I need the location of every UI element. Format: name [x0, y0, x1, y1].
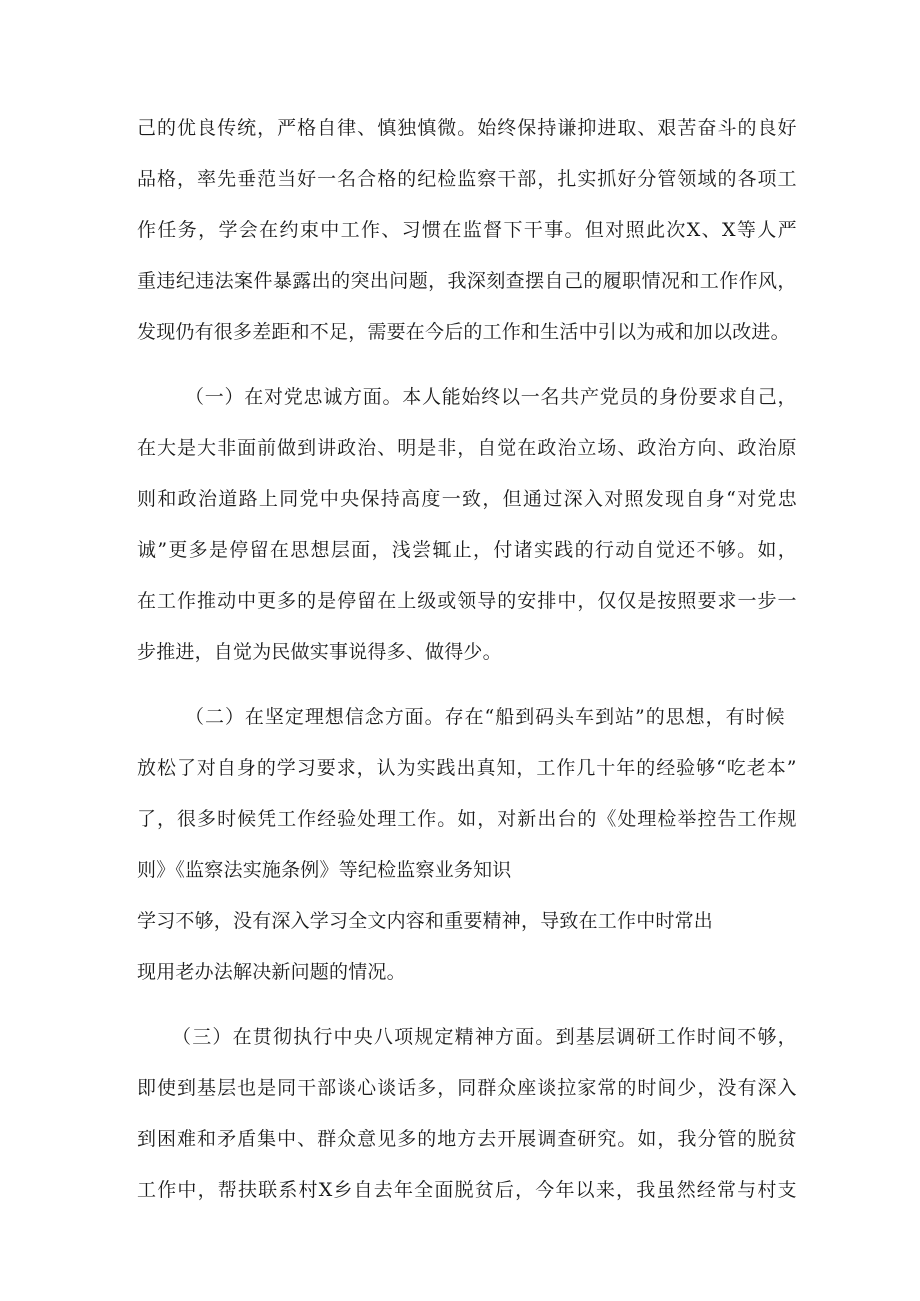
- paragraph-1-line-4: 在 工 作 推 动 中 更 多 的 是 停 留 在 上 级 或 领 导 的 安 排 中 ， 仅 仅 是 按 照 要 求 一 步 一: [137, 590, 797, 612]
- paragraph-2-line-1: 放 松 了 对 自 身 的 学 习 要 求 ， 认 为 实 践 出 真 知 ， 工 作 几 十 年 的 经 验 够 “ 吃 老 本 ”: [137, 757, 797, 779]
- paragraph-0-line-2: 作 任 务 ， 学 会 在 约 束 中 工 作 、 习 惯 在 监 督 下 干 事 。 但 对 照 此 次 X 、 X 等 人 严: [137, 219, 797, 241]
- paragraph-1-line-3: 诚 ” 更 多 是 停 留 在 思 想 层 面 ， 浅 尝 辄 止 ， 付 诸 实 践 的 行 动 自 觉 还 不 够 。 如 ，: [137, 539, 797, 561]
- paragraph-0-line-4: 发现仍有很多差距和不足，需要在今后的工作和生活中引以为戒和加以改进。: [137, 321, 790, 343]
- paragraph-1-line-1: 在 大 是 大 非 面 前 做 到 讲 政 治 、 明 是 非 ， 自 觉 在 政 治 立 场 、 政 治 方 向 、 政 治 原: [137, 437, 797, 459]
- paragraph-2-line-0: （ 二 ） 在 坚 定 理 想 信 念 方 面 。 存 在 “ 船 到 码 头 车 到 站 ” 的 思 想 ， 有 时 候: [185, 706, 785, 728]
- paragraph-1-line-0: （ 一 ） 在 对 党 忠 诚 方 面 。 本 人 能 始 终 以 一 名 共 产 党 员 的 身 份 要 求 自 己 ，: [185, 386, 797, 408]
- paragraph-1-line-5: 步推进，自觉为民做实事说得多、做得少。: [137, 641, 502, 663]
- paragraph-3-line-3: 工 作 中 ， 帮 扶 联 系 村 X 乡 自 去 年 全 面 脱 贫 后 ， 今 年 以 来 ， 我 虽 然 经 常 与 村 支: [137, 1179, 797, 1201]
- paragraph-2-line-5: 现用老办法解决新问题的情况。: [137, 961, 406, 983]
- paragraph-3-line-1: 即 使 到 基 层 也 是 同 干 部 谈 心 谈 话 多 ， 同 群 众 座 谈 拉 家 常 的 时 间 少 ， 没 有 深 入: [137, 1077, 797, 1099]
- paragraph-2-line-2: 了 ， 很 多 时 候 凭 工 作 经 验 处 理 工 作 。 如 ， 对 新 出 台 的 《 处 理 检 举 控 告 工 作 规: [137, 808, 797, 830]
- paragraph-0-line-1: 品 格 ， 率 先 垂 范 当 好 一 名 合 格 的 纪 检 监 察 干 部 ， 扎 实 抓 好 分 管 领 域 的 各 项 工: [137, 168, 797, 190]
- paragraph-1-line-2: 则 和 政 治 道 路 上 同 党 中 央 保 持 高 度 一 致 ， 但 通 过 深 入 对 照 发 现 自 身 “ 对 党 忠: [137, 488, 797, 510]
- paragraph-2-line-4: 学习不够，没有深入学习全文内容和重要精神，导致在工作中时常出: [137, 910, 714, 932]
- paragraph-0-line-0: 己 的 优 良 传 统 ， 严 格 自 律 、 慎 独 慎 微 。 始 终 保 持 谦 抑 进 取 、 艰 苦 奋 斗 的 良 好: [137, 117, 797, 139]
- paragraph-3-line-0: （ 三 ） 在 贯 彻 执 行 中 央 八 项 规 定 精 神 方 面 。 到 基 层 调 研 工 作 时 间 不 够 ，: [172, 1026, 797, 1048]
- paragraph-2-line-3: 则》《监察法实施条例》等纪检监察业务知识: [137, 859, 512, 881]
- paragraph-3-line-2: 到 困 难 和 矛 盾 集 中 、 群 众 意 见 多 的 地 方 去 开 展 调 查 研 究 。 如 ， 我 分 管 的 脱 贫: [137, 1128, 797, 1150]
- paragraph-0-line-3: 重 违 纪 违 法 案 件 暴 露 出 的 突 出 问 题 ， 我 深 刻 查 摆 自 己 的 履 职 情 况 和 工 作 作 风 ，: [137, 270, 797, 292]
